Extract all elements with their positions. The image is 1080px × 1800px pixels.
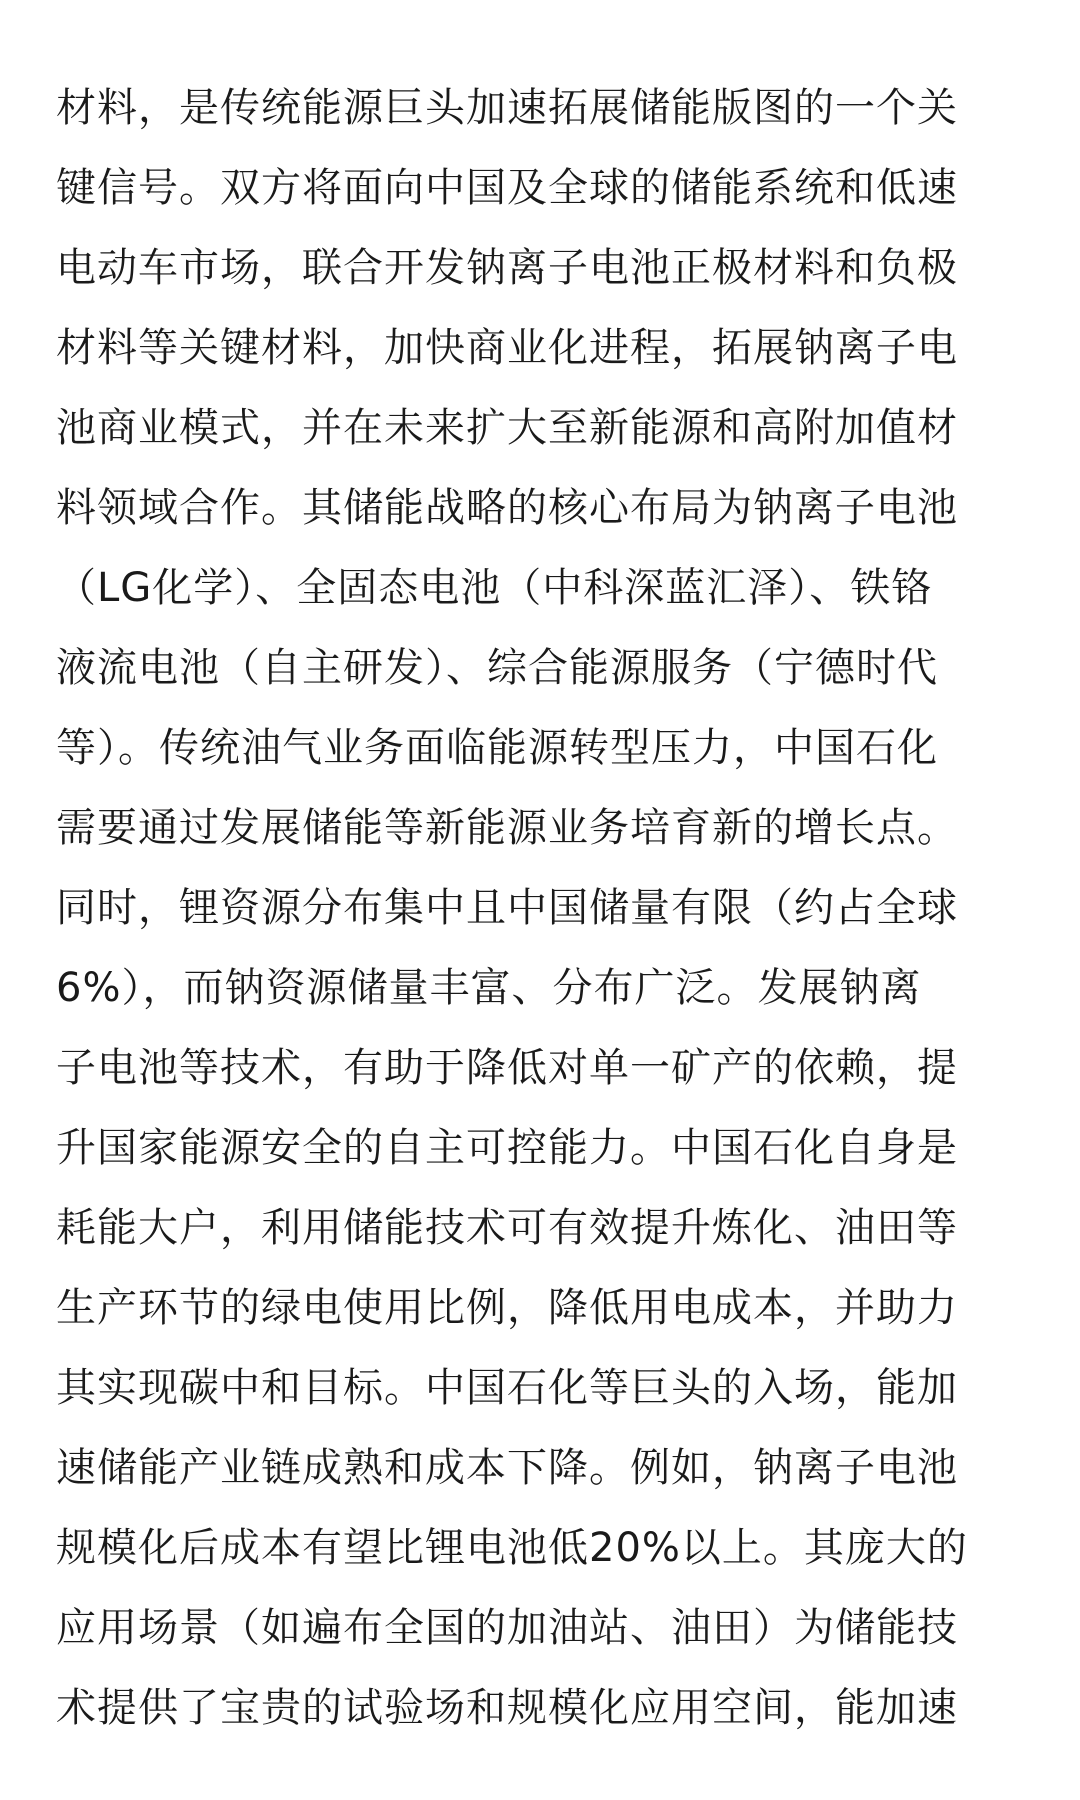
article-line: 料领域合作。其储能战略的核心布局为钠离子电池: [56, 485, 958, 531]
article-line: 池商业模式，并在未来扩大至新能源和高附加值材: [56, 405, 958, 451]
article-line: 6%），而钠资源储量丰富、分布广泛。发展钠离: [56, 965, 922, 1011]
article-line: 键信号。双方将面向中国及全球的储能系统和低速: [56, 165, 958, 211]
article-line: 材料，是传统能源巨头加速拓展储能版图的一个关: [56, 85, 958, 131]
article-line: 耗能大户，利用储能技术可有效提升炼化、油田等: [56, 1205, 958, 1251]
article-line: （LG化学）、全固态电池（中科深蓝汇泽）、铁铬: [56, 565, 933, 611]
article-line: 电动车市场，联合开发钠离子电池正极材料和负极: [56, 245, 958, 291]
article-line: 材料等关键材料，加快商业化进程，拓展钠离子电: [56, 325, 958, 371]
article-body: [56, 68, 1036, 1748]
article-line: 其实现碳中和目标。中国石化等巨头的入场，能加: [56, 1365, 958, 1411]
article-line: 需要通过发展储能等新能源业务培育新的增长点。: [56, 805, 958, 851]
article-line: 规模化后成本有望比锂电池低20%以上。其庞大的: [56, 1525, 968, 1571]
article-line: 液流电池（自主研发）、综合能源服务（宁德时代: [56, 645, 938, 691]
article-line: 升国家能源安全的自主可控能力。中国石化自身是: [56, 1125, 958, 1171]
article-line: 等）。传统油气业务面临能源转型压力，中国石化: [56, 725, 938, 771]
article-line: 速储能产业链成熟和成本下降。例如，钠离子电池: [56, 1445, 958, 1491]
article-line: 子电池等技术，有助于降低对单一矿产的依赖，提: [56, 1045, 958, 1091]
article-line: 术提供了宝贵的试验场和规模化应用空间，能加速: [56, 1685, 958, 1731]
article-line: 生产环节的绿电使用比例，降低用电成本，并助力: [56, 1285, 958, 1331]
article-line: 应用场景（如遍布全国的加油站、油田）为储能技: [56, 1605, 958, 1651]
article-line: 同时，锂资源分布集中且中国储量有限（约占全球: [56, 885, 958, 931]
